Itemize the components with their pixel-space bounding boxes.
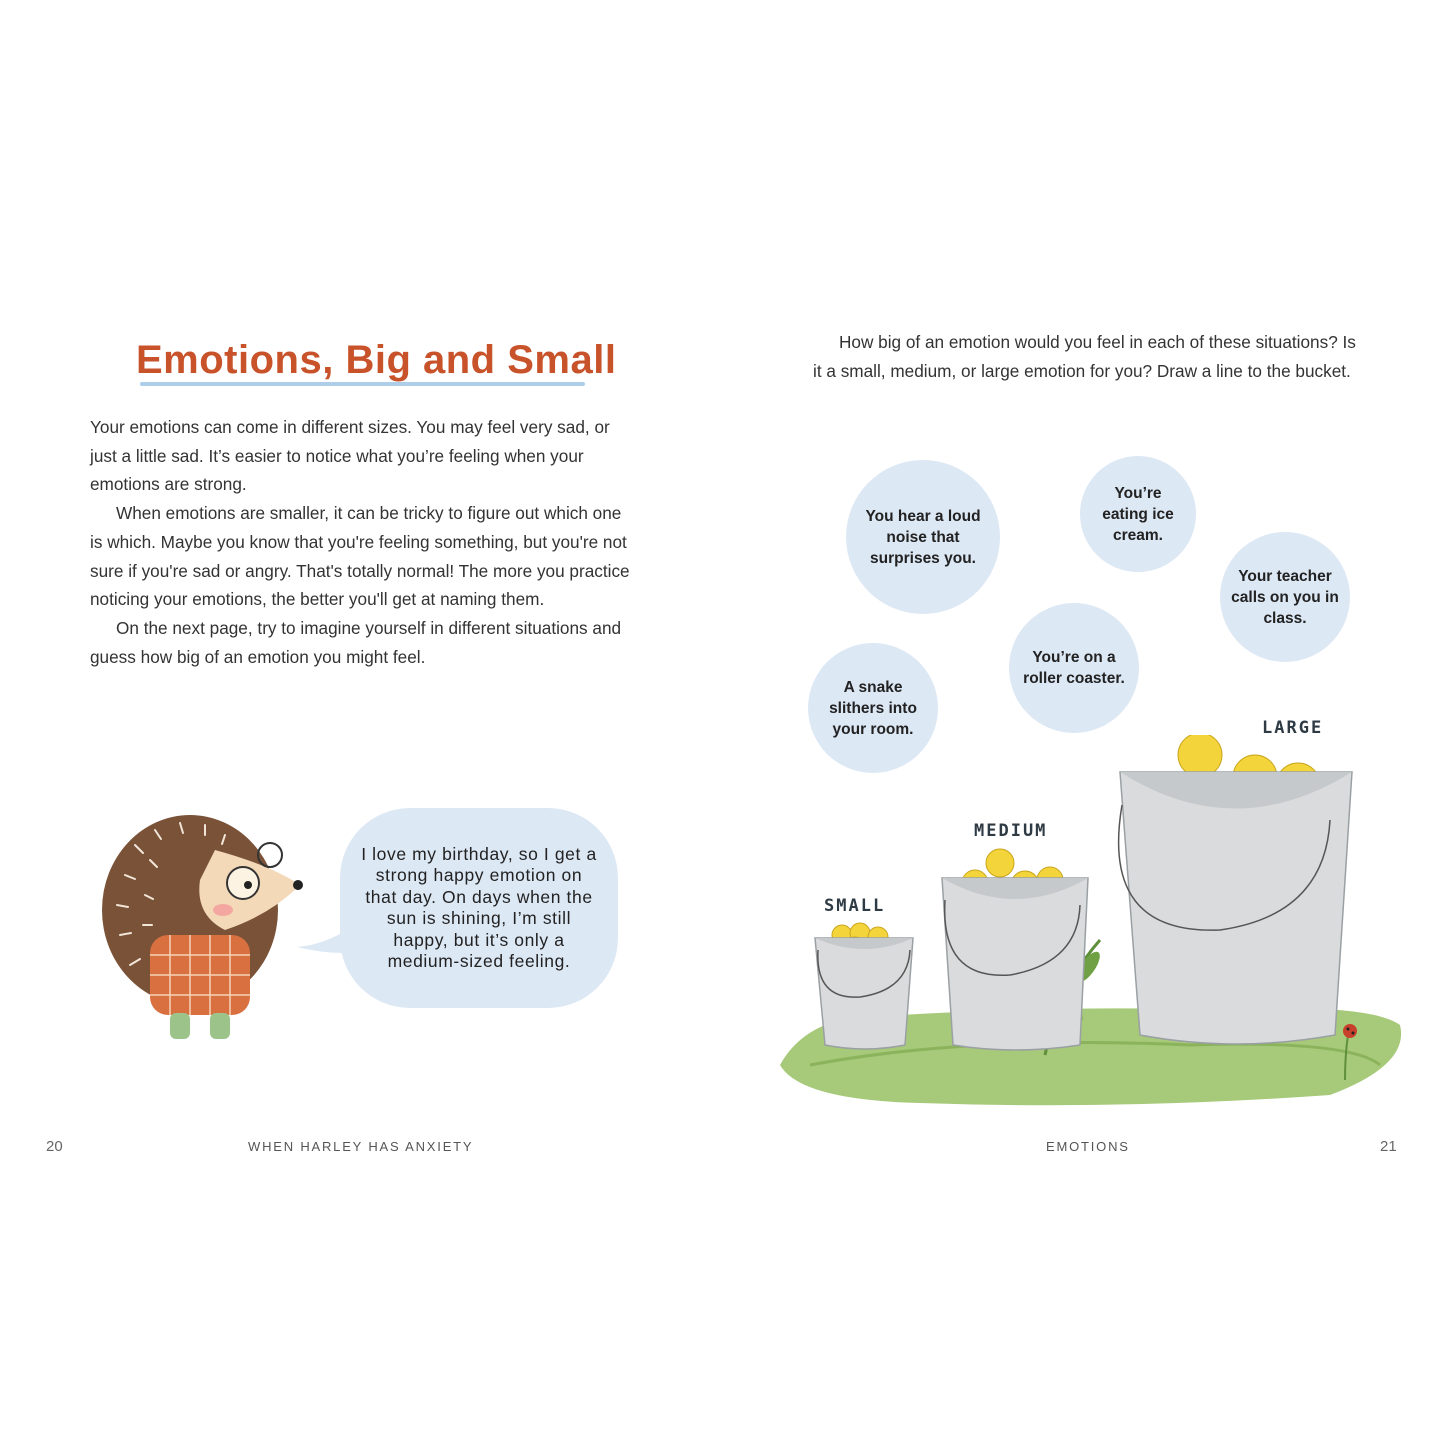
- situation-text: You’re on a roller coaster.: [1023, 649, 1125, 687]
- footer-book-title: WHEN HARLEY HAS ANXIETY: [248, 1139, 474, 1154]
- situation-bubble-ice-cream: [1080, 456, 1196, 572]
- page-title: Emotions, Big and Small: [136, 338, 617, 382]
- hedgehog-illustration: [95, 805, 310, 1045]
- buckets-illustration: [770, 735, 1410, 1115]
- situation-bubble-teacher: [1220, 532, 1350, 662]
- situation-bubble-loud-noise: [846, 460, 1000, 614]
- page-number-right: 21: [1380, 1138, 1397, 1155]
- situation-bubble-roller-coaster: [1009, 603, 1139, 733]
- intro-paragraph: How big of an emotion would you feel in each of these situations? Is it a small, medium, or large emotion for you? Draw a line to the bucket.: [813, 332, 1356, 381]
- paragraph-3: On the next page, try to imagine yourself in different situations and guess how big of an emotion you might feel.: [90, 617, 622, 667]
- speech-bubble-text: I love my birthday, so I get a strong happy emotion on that day. On days when the sun is shining, I’m still happy, but it’s only a medium-sized feeling.: [361, 843, 597, 971]
- situation-text: A snake slithers into your room.: [829, 678, 917, 738]
- situation-text: You hear a loud noise that surprises you.: [865, 507, 981, 567]
- title-underline: [140, 382, 585, 386]
- paragraph-1: Your emotions can come in different sizes. You may feel very sad, or just a little sad. It’s easier to notice what you’re feeling when your emotions are strong.: [90, 417, 610, 495]
- small-bucket: [815, 923, 913, 1049]
- page-number-left: 20: [46, 1138, 63, 1155]
- situation-text: You’re eating ice cream.: [1102, 484, 1174, 544]
- bucket-label-medium: MEDIUM: [974, 821, 1048, 841]
- speech-bubble: [340, 808, 618, 1008]
- left-body-text: [90, 413, 635, 671]
- medium-bucket: [942, 849, 1088, 1050]
- footer-chapter-title: EMOTIONS: [1046, 1139, 1130, 1154]
- bucket-label-small: SMALL: [824, 896, 886, 916]
- right-intro-text: [813, 328, 1368, 385]
- situation-text: Your teacher calls on you in class.: [1231, 567, 1339, 627]
- paragraph-2: When emotions are smaller, it can be tricky to figure out which one is which. Maybe you know that you're feeling something, but you're not sure if you're sad or angry. That's totally normal! The more you practice noticing your emotions, the better you'll get at naming them.: [90, 503, 630, 610]
- large-bucket: [1119, 735, 1352, 1044]
- bucket-label-large: LARGE: [1262, 718, 1324, 738]
